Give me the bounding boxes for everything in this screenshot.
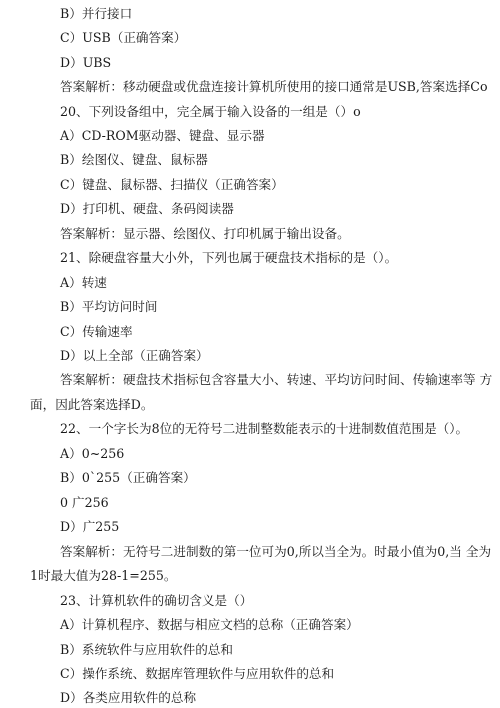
question-22: 22、一个字长为8位的无符号二进制整数能表示的十进制数值范围是（）。 [60,421,469,436]
option-d-text: D）打印机、硬盘、条码阅读器 [60,201,234,216]
option-c-text: C）传输速率 [60,324,133,339]
option-b-text: B）系统软件与应用软件的总和 [60,642,233,657]
answer-explanation-cont: 面，因此答案选择D。 [30,397,154,412]
option-b-text: B）平均访问时间 [60,299,158,314]
option-b-text: B）绘图仪、键盘、鼠标器 [60,152,208,167]
option-a-text: A）计算机程序、数据与相应文档的总称（正确答案） [60,617,359,632]
answer-explanation: 答案解析：移动硬盘或优盘连接计算机所使用的接口通常是USB,答案选择Co [60,79,488,94]
answer-explanation: 答案解析：显示器、绘图仪、打印机属于输出设备。 [60,226,350,241]
option-d-text: D）UBS [60,55,112,70]
question-20: 20、下列设备组中，完全属于输入设备的一组是（）o [60,104,361,119]
option-a-text: A）0~256 [60,446,125,461]
option-c-text: C）键盘、鼠标器、扫描仪（正确答案） [60,177,284,192]
option-d-text: D）广255 [60,519,120,534]
answer-explanation: 答案解析：硬盘技术指标包含容量大小、转速、平均访问时间、传输速率等 方 [60,372,493,387]
option-b-text: B）0`255（正确答案） [60,470,196,485]
option-b-text: B）并行接口 [60,6,133,21]
option-a-text: A）转速 [60,275,107,290]
question-23: 23、计算机软件的确切含义是（） [60,593,253,608]
answer-explanation-cont: 1时最大值为28-1=255。 [30,568,177,583]
option-d-text: D）各类应用软件的总称 [60,690,197,705]
option-a-text: A）CD-ROM驱动器、键盘、显示器 [60,128,265,143]
question-21: 21、除硬盘容量大小外，下列也属于硬盘技术指标的是（）。 [60,250,398,265]
option-c-text: C）操作系统、数据库管理软件与应用软件的总和 [60,666,335,681]
option-c-text: 0 广256 [60,495,109,510]
option-d-text: D）以上全部（正确答案） [60,348,209,363]
option-c-text: C）USB（正确答案） [60,30,187,45]
answer-explanation: 答案解析：无符号二进制数的第一位可为0,所以当全为。时最小值为0,当 全为 [60,544,492,559]
